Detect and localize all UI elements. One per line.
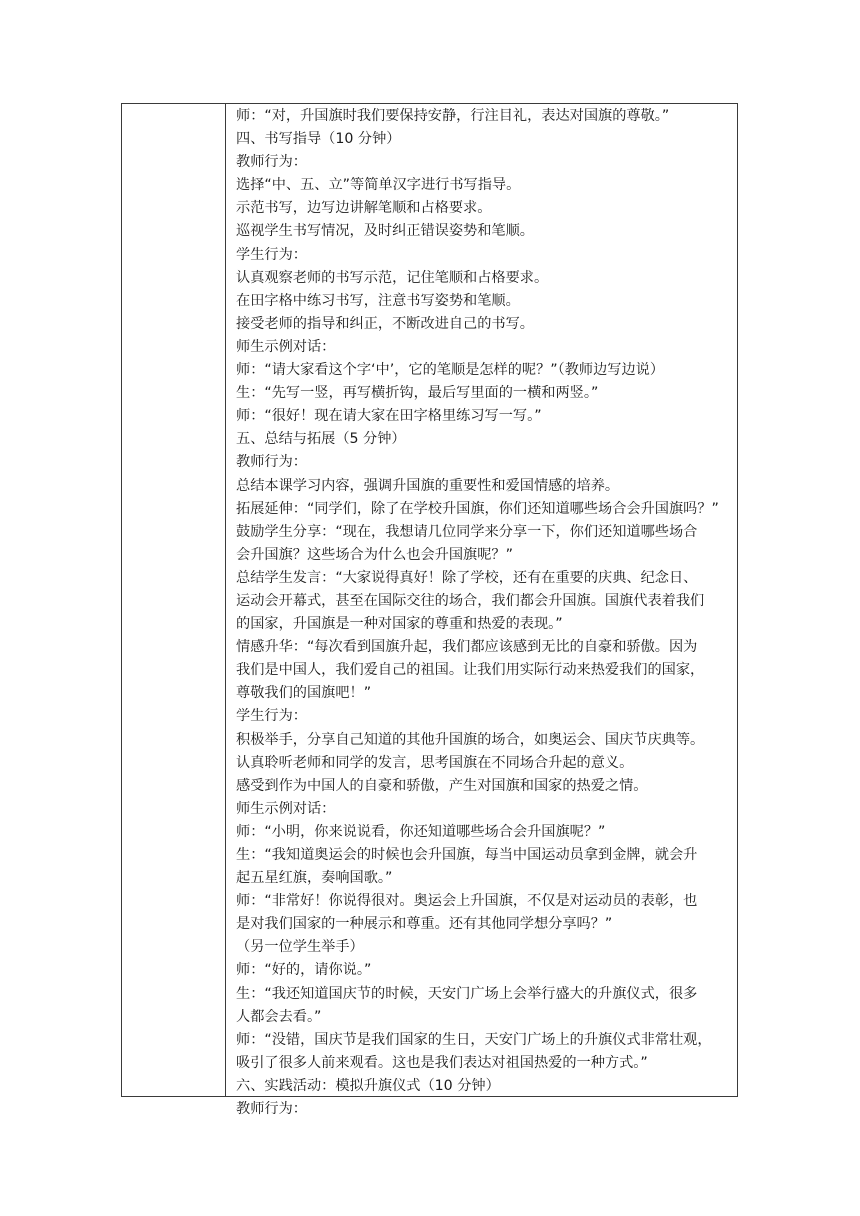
section-heading: 五、总结与拓展（5 分钟） [236,431,406,448]
text-line: 师生示例对话： [236,338,336,355]
text-line: 学生行为： [236,246,307,263]
text-line: 积极举手，分享自己知道的其他升国旗的场合，如奥运会、国庆节庆典等。 [236,731,705,748]
text-line: 巡视学生书写情况，及时纠正错误姿势和笔顺。 [236,223,534,240]
table-left-column [122,104,226,1096]
text-line: 鼓励学生分享：“现在，我想请几位同学来分享一下，你们还知道哪些场合 [236,523,698,540]
text-line: 生：“我知道奥运会的时候也会升国旗，每当中国运动员拿到金牌，就会升 [236,847,698,863]
text-line: 生：“我还知道国庆节的时候，天安门广场上会举行盛大的升旗仪式，很多 [236,985,698,1002]
text-line: 生：“先写一竖，再写横折钩，最后写里面的一横和两竖。” [236,385,599,402]
text-line: 总结学生发言：“大家说得真好！除了学校，还有在重要的庆典、纪念日、 [236,569,698,586]
text-line: 感受到作为中国人的自豪和骄傲，产生对国旗和国家的热爱之情。 [236,777,648,794]
text-line: 师：“请大家看这个字‘中’，它的笔顺是怎样的呢？”（教师边写边说） [236,362,665,379]
text-line: 师生示例对话： [236,800,336,817]
text-line: 的国家，升国旗是一种对国家的尊重和热爱的表现。” [236,616,563,633]
text-line: 吸引了很多人前来观看。这也是我们表达对祖国热爱的一种方式。” [236,1054,648,1071]
table-content-column [226,104,737,1118]
text-line: 情感升华：“每次看到国旗升起，我们都应该感到无比的自豪和骄傲。因为 [236,639,698,656]
text-line: 在田字格中练习书写，注意书写姿势和笔顺。 [236,292,520,309]
text-line: 人都会去看。” [236,1008,322,1025]
text-line: 师：“很好！现在请大家在田字格里练习写一写。” [236,408,542,425]
text-line: 起五星红旗，奏响国歌。” [236,870,393,887]
text-line: 教师行为： [236,154,307,171]
section-heading: 四、书写指导（10 分钟） [236,131,401,148]
text-line: 是对我们国家的一种展示和尊重。还有其他同学想分享吗？” [236,916,613,933]
text-line: 尊敬我们的国旗吧！” [236,685,372,702]
text-line: 师：“小明，你来说说看，你还知道哪些场合会升国旗呢？” [236,823,606,840]
text-line: 师：“没错，国庆节是我们国家的生日，天安门广场上的升旗仪式非常壮观， [236,1031,712,1048]
text-line: 我们是中国人，我们爱自己的祖国。让我们用实际行动来热爱我们的国家， [236,662,705,679]
text-line: 教师行为： [236,454,307,471]
text-line: 示范书写，边写边讲解笔顺和占格要求。 [236,200,492,217]
text-line: 师：“对，升国旗时我们要保持安静，行注目礼，表达对国旗的尊敬。” [236,108,670,124]
text-line: 接受老师的指导和纠正，不断改进自己的书写。 [236,315,534,332]
text-line: 选择“中、五、立”等简单汉字进行书写指导。 [236,177,521,194]
section-heading: 六、实践活动：模拟升旗仪式（10 分钟） [236,1077,500,1094]
text-line: 师：“非常好！你说得很对。奥运会上升国旗，不仅是对运动员的表彰，也 [236,893,698,910]
text-line: 认真聆听老师和同学的发言，思考国旗在不同场合升起的意义。 [236,754,634,771]
text-line: 拓展延伸：“同学们，除了在学校升国旗，你们还知道哪些场合会升国旗吗？” [236,500,719,517]
text-line: 会升国旗？这些场合为什么也会升国旗呢？” [236,546,513,563]
text-line: 总结本课学习内容，强调升国旗的重要性和爱国情感的培养。 [236,477,620,494]
lesson-plan-table [121,103,738,1118]
text-line: 师：“好的，请你说。” [236,962,372,979]
text-line: 学生行为： [236,708,307,725]
text-line: 运动会开幕式，甚至在国际交往的场合，我们都会升国旗。国旗代表着我们 [236,592,705,609]
text-line: 教师行为： [236,1101,307,1118]
text-line: （另一位学生举手） [236,939,364,956]
text-line: 认真观察老师的书写示范，记住笔顺和占格要求。 [236,269,549,286]
